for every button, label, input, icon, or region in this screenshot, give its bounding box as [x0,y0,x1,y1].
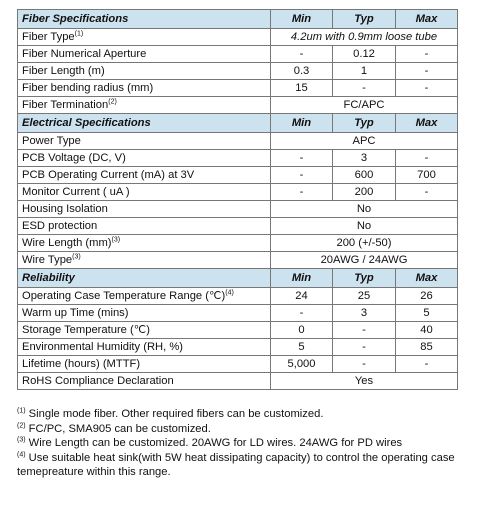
table-row [18,252,458,269]
param-label: RoHS Compliance Declaration [22,375,174,387]
param-value: 20AWG / 24AWG [271,252,458,269]
footnote-text: FC/PC, SMA905 can be customized. [28,422,211,435]
max-value: - [396,184,458,201]
typ-value: 3 [333,150,396,167]
typ-value: 3 [333,305,396,322]
param-name [18,167,271,184]
param-name [18,356,271,373]
table-row [18,356,458,373]
param-label: Storage Temperature (℃) [22,324,151,336]
min-value: - [271,305,333,322]
param-value: Yes [271,373,458,390]
max-value: - [396,356,458,373]
typ-value: - [333,322,396,339]
footnote [17,436,467,451]
param-name [18,29,271,46]
section-title: Reliability [18,269,271,288]
param-label: PCB Operating Current (mA) at 3V [22,169,195,181]
param-value: 4.2um with 0.9mm loose tube [271,29,458,46]
param-value: FC/APC [271,97,458,114]
param-name [18,133,271,150]
table-row [18,167,458,184]
param-label: Operating Case Temperature Range (℃) [22,290,226,302]
max-value: 700 [396,167,458,184]
param-label: Housing Isolation [22,203,108,215]
min-value: - [271,167,333,184]
max-value: 5 [396,305,458,322]
table-row [18,288,458,305]
footnotes [17,407,467,480]
param-name [18,63,271,80]
min-value: 5 [271,339,333,356]
section-header [18,114,458,133]
param-name [18,252,271,269]
min-value: 24 [271,288,333,305]
param-label: Wire Length (mm) [22,237,112,249]
typ-value: 600 [333,167,396,184]
param-label: Fiber Numerical Aperture [22,48,147,60]
footnote-text: Single mode fiber. Other required fibers can be customized. [28,408,324,420]
max-value: - [396,80,458,97]
param-name [18,46,271,63]
param-label: PCB Voltage (DC, V) [22,152,126,164]
param-name [18,322,271,339]
param-label: Power Type [22,135,81,147]
min-value: - [271,184,333,201]
typ-value: 200 [333,184,396,201]
param-value: No [271,201,458,218]
footnote-marker: (2) [17,421,26,429]
min-value: 0 [271,322,333,339]
param-name [18,201,271,218]
column-header: Min [271,269,333,288]
min-value: 15 [271,80,333,97]
table-row [18,80,458,97]
column-header: Max [396,114,458,133]
table-row [18,97,458,114]
param-value: No [271,218,458,235]
table-row [18,29,458,46]
spec-table [17,9,458,390]
footnote-ref: (1) [74,30,84,38]
param-label: Fiber Type [22,31,75,43]
max-value: - [396,150,458,167]
table-row [18,305,458,322]
footnote [17,407,467,422]
param-label: Fiber bending radius (mm) [22,82,154,94]
table-row [18,150,458,167]
param-name [18,150,271,167]
table-row [18,63,458,80]
param-name [18,288,271,305]
param-label: Lifetime (hours) (MTTF) [22,358,141,370]
typ-value: - [333,339,396,356]
footnote [17,451,467,480]
footnote-ref: (4) [225,289,234,297]
table-row [18,46,458,63]
param-name [18,235,271,252]
section-header [18,269,458,288]
param-value: 200 (+/-50) [271,235,458,252]
max-value: 26 [396,288,458,305]
footnote-ref: (2) [108,98,117,106]
param-name [18,373,271,390]
column-header: Min [271,10,333,29]
footnote-text: Use suitable heat sink(with 5W heat dissipating capacity) to control the operating case temepreature within this range. [17,451,455,478]
param-label: ESD protection [22,220,98,232]
typ-value: 25 [333,288,396,305]
min-value: 5,000 [271,356,333,373]
min-value: - [271,46,333,63]
param-label: Environmental Humidity (RH, %) [22,341,184,353]
typ-value: - [333,80,396,97]
column-header: Max [396,269,458,288]
table-row [18,339,458,356]
min-value: 0.3 [271,63,333,80]
section-title: Fiber Specifications [18,10,271,29]
min-value: - [271,150,333,167]
table-row [18,218,458,235]
footnote-text: Wire Length can be customized. 20AWG for LD wires. 24AWG for PD wires [28,437,403,449]
typ-value: - [333,356,396,373]
table-row [18,373,458,390]
footnote-ref: (3) [111,236,121,244]
param-label: Wire Type [22,254,73,266]
column-header: Typ [333,114,396,133]
footnote-marker: (4) [17,450,26,458]
column-header: Max [396,10,458,29]
table-row [18,133,458,150]
typ-value: 1 [333,63,396,80]
table-row [18,235,458,252]
table-row [18,322,458,339]
param-label: Monitor Current ( uA ) [22,186,130,198]
param-name [18,305,271,322]
param-name [18,339,271,356]
param-name [18,97,271,114]
footnote-ref: (3) [72,253,81,261]
max-value: - [396,46,458,63]
max-value: 85 [396,339,458,356]
param-label: Fiber Length (m) [22,65,105,77]
param-label: Fiber Termination [22,99,109,111]
param-name [18,80,271,97]
param-value: APC [271,133,458,150]
param-name [18,184,271,201]
footnote [17,422,467,437]
column-header: Min [271,114,333,133]
footnote-marker: (1) [17,407,26,415]
max-value: - [396,63,458,80]
column-header: Typ [333,10,396,29]
max-value: 40 [396,322,458,339]
table-row [18,184,458,201]
section-title: Electrical Specifications [18,114,271,133]
section-header [18,10,458,29]
table-row [18,201,458,218]
column-header: Typ [333,269,396,288]
param-name [18,218,271,235]
typ-value: 0.12 [333,46,396,63]
footnote-marker: (3) [17,436,26,444]
param-label: Warm up Time (mins) [22,307,129,319]
